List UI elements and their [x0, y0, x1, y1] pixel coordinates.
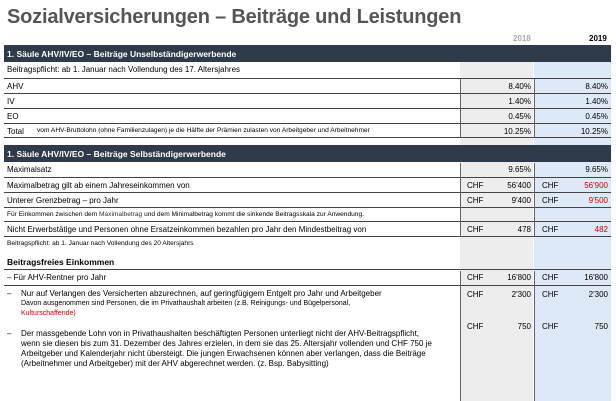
column-divider	[460, 79, 461, 138]
row-label: Nicht Erwerbstätige und Personen ohne Ersatzeinkommen bezahlen pro Jahr den Mindestbeitrag von	[7, 225, 367, 234]
row-label: Maximalbetrag gilt ab einem Jahreseinkommen von	[7, 181, 190, 190]
currency-2018: CHF	[467, 196, 484, 205]
table-row	[4, 80, 611, 94]
pensioner-row	[4, 271, 611, 286]
value-2019: 1.40%	[585, 97, 608, 106]
column-divider	[460, 271, 461, 401]
table-row	[4, 110, 611, 124]
value-2018: 750	[517, 322, 531, 331]
nonworking-row	[4, 223, 611, 237]
value-2019: 482	[594, 225, 608, 234]
year-2018-header: 2018	[513, 34, 531, 43]
value-2019: 0.45%	[585, 112, 608, 121]
value-2019: 8.40%	[585, 82, 608, 91]
value-2018: 9.65%	[508, 165, 531, 174]
currency-2019: CHF	[542, 290, 559, 299]
currency-2019: CHF	[542, 181, 559, 190]
scale-note-row	[4, 209, 611, 222]
currency-2019: CHF	[542, 196, 559, 205]
currency-2018: CHF	[467, 290, 484, 299]
value-2018: 2'300	[511, 290, 531, 299]
total-row	[4, 125, 611, 138]
column-divider	[534, 271, 535, 401]
value-2019: 56'900	[584, 181, 608, 190]
duty-note-row	[4, 238, 611, 250]
dash-marker: –	[7, 289, 12, 298]
value-2019: 2'300	[588, 290, 608, 299]
section-header-employees: 1. Säule AHV/IV/EO – Beiträge Unselbständigerwerbende	[4, 45, 611, 62]
row-label: – Für AHV-Rentner pro Jahr	[7, 273, 107, 282]
value-2019: 16'800	[584, 273, 608, 282]
lower-limit-row	[4, 194, 611, 208]
value-2019: 9'500	[588, 196, 608, 205]
section-header-selfemployed: 1. Säule AHV/IV/EO – Beiträge Selbständigerwerbende	[4, 145, 611, 162]
currency-2019: CHF	[542, 273, 559, 282]
table-row	[4, 95, 611, 109]
value-2018: 10.25%	[503, 127, 531, 136]
value-2019: 10.25%	[580, 127, 608, 136]
free-income-header-row	[4, 255, 611, 270]
column-divider	[534, 79, 535, 138]
max-amount-row	[4, 179, 611, 193]
year-2019-header: 2019	[589, 34, 607, 43]
total-note: vom AHV-Bruttolohn (ohne Familienzulagen) je die Hälfte der Prämien zulasten von Arbeitgeber und Arbeitnehmer	[37, 127, 370, 134]
currency-2018: CHF	[467, 181, 484, 190]
total-label: Total	[7, 127, 24, 136]
value-2018: 478	[517, 225, 531, 234]
dash-marker: –	[7, 329, 12, 338]
currency-2018: CHF	[467, 225, 484, 234]
value-2018: 9'400	[511, 196, 531, 205]
row-label: IV	[7, 97, 15, 106]
column-divider	[460, 163, 461, 237]
subtitle-row	[4, 63, 611, 79]
currency-2019: CHF	[542, 225, 559, 234]
currency-2018: CHF	[467, 273, 484, 282]
free-income-header: Beitragsfreies Einkommen	[7, 257, 115, 267]
minor-income-text: Nur auf Verlangen des Versicherten abzurechnen, auf geringfügigem Entgelt pro Jahr und Arbeitgeber Davon ausgenommen sind Personen, die im Privathaushalt arbeiten (z.B. Reinigungs- und Bügelpersonal, Kulturschaffende)	[21, 289, 382, 317]
value-2018: 8.40%	[508, 82, 531, 91]
value-2019: 750	[594, 322, 608, 331]
row-label: Unterer Grenzbetrag – pro Jahr	[7, 196, 119, 205]
free-income-details	[4, 287, 611, 401]
household-text: Der massgebende Lohn von in Privathaushalten beschäftigten Personen unterliegt nicht der AHV-Beitragspflicht, wenn sie diesen bis zum 31. Dezember des Jahres erzielen, in dem sie das 25. Altersjahr vollenden und CHF 750 je Arbeitgeber und Kalenderjahr nicht übersteigt. Die jungen Erwachsenen können aber verlangen, dass die Beiträge (Arbeitnehmer und Arbeitgeber) mit der AHV abgerechnet werden. (z. Bsp. Babysitting)	[21, 329, 432, 368]
row-label: AHV	[7, 82, 24, 91]
value-2018: 16'800	[507, 273, 531, 282]
currency-2018: CHF	[467, 322, 484, 331]
value-2018: 0.45%	[508, 112, 531, 121]
duty-note: Beitragspflicht: ab 1. Januar nach Vollendung des 20 Altersjahrs	[7, 240, 194, 247]
value-2018: 1.40%	[508, 97, 531, 106]
max-rate-row	[4, 163, 611, 178]
value-2018: 56'400	[507, 181, 531, 190]
scale-note: Für Einkommen zwischen dem Maximalbetrag und dem Minimalbetrag kommt die sinkende Beitragsskala zur Anwendung.	[7, 211, 364, 218]
column-divider	[534, 163, 535, 237]
duty-subtitle: Beitragspflicht: ab 1. Januar nach Vollendung des 17. Altersjahres	[7, 65, 241, 74]
row-label: Maximalsatz	[7, 165, 52, 174]
row-label: EO	[7, 112, 19, 121]
currency-2019: CHF	[542, 322, 559, 331]
page-title: Sozialversicherungen – Beiträge und Leistungen	[7, 6, 462, 28]
value-2019: 9.65%	[585, 165, 608, 174]
